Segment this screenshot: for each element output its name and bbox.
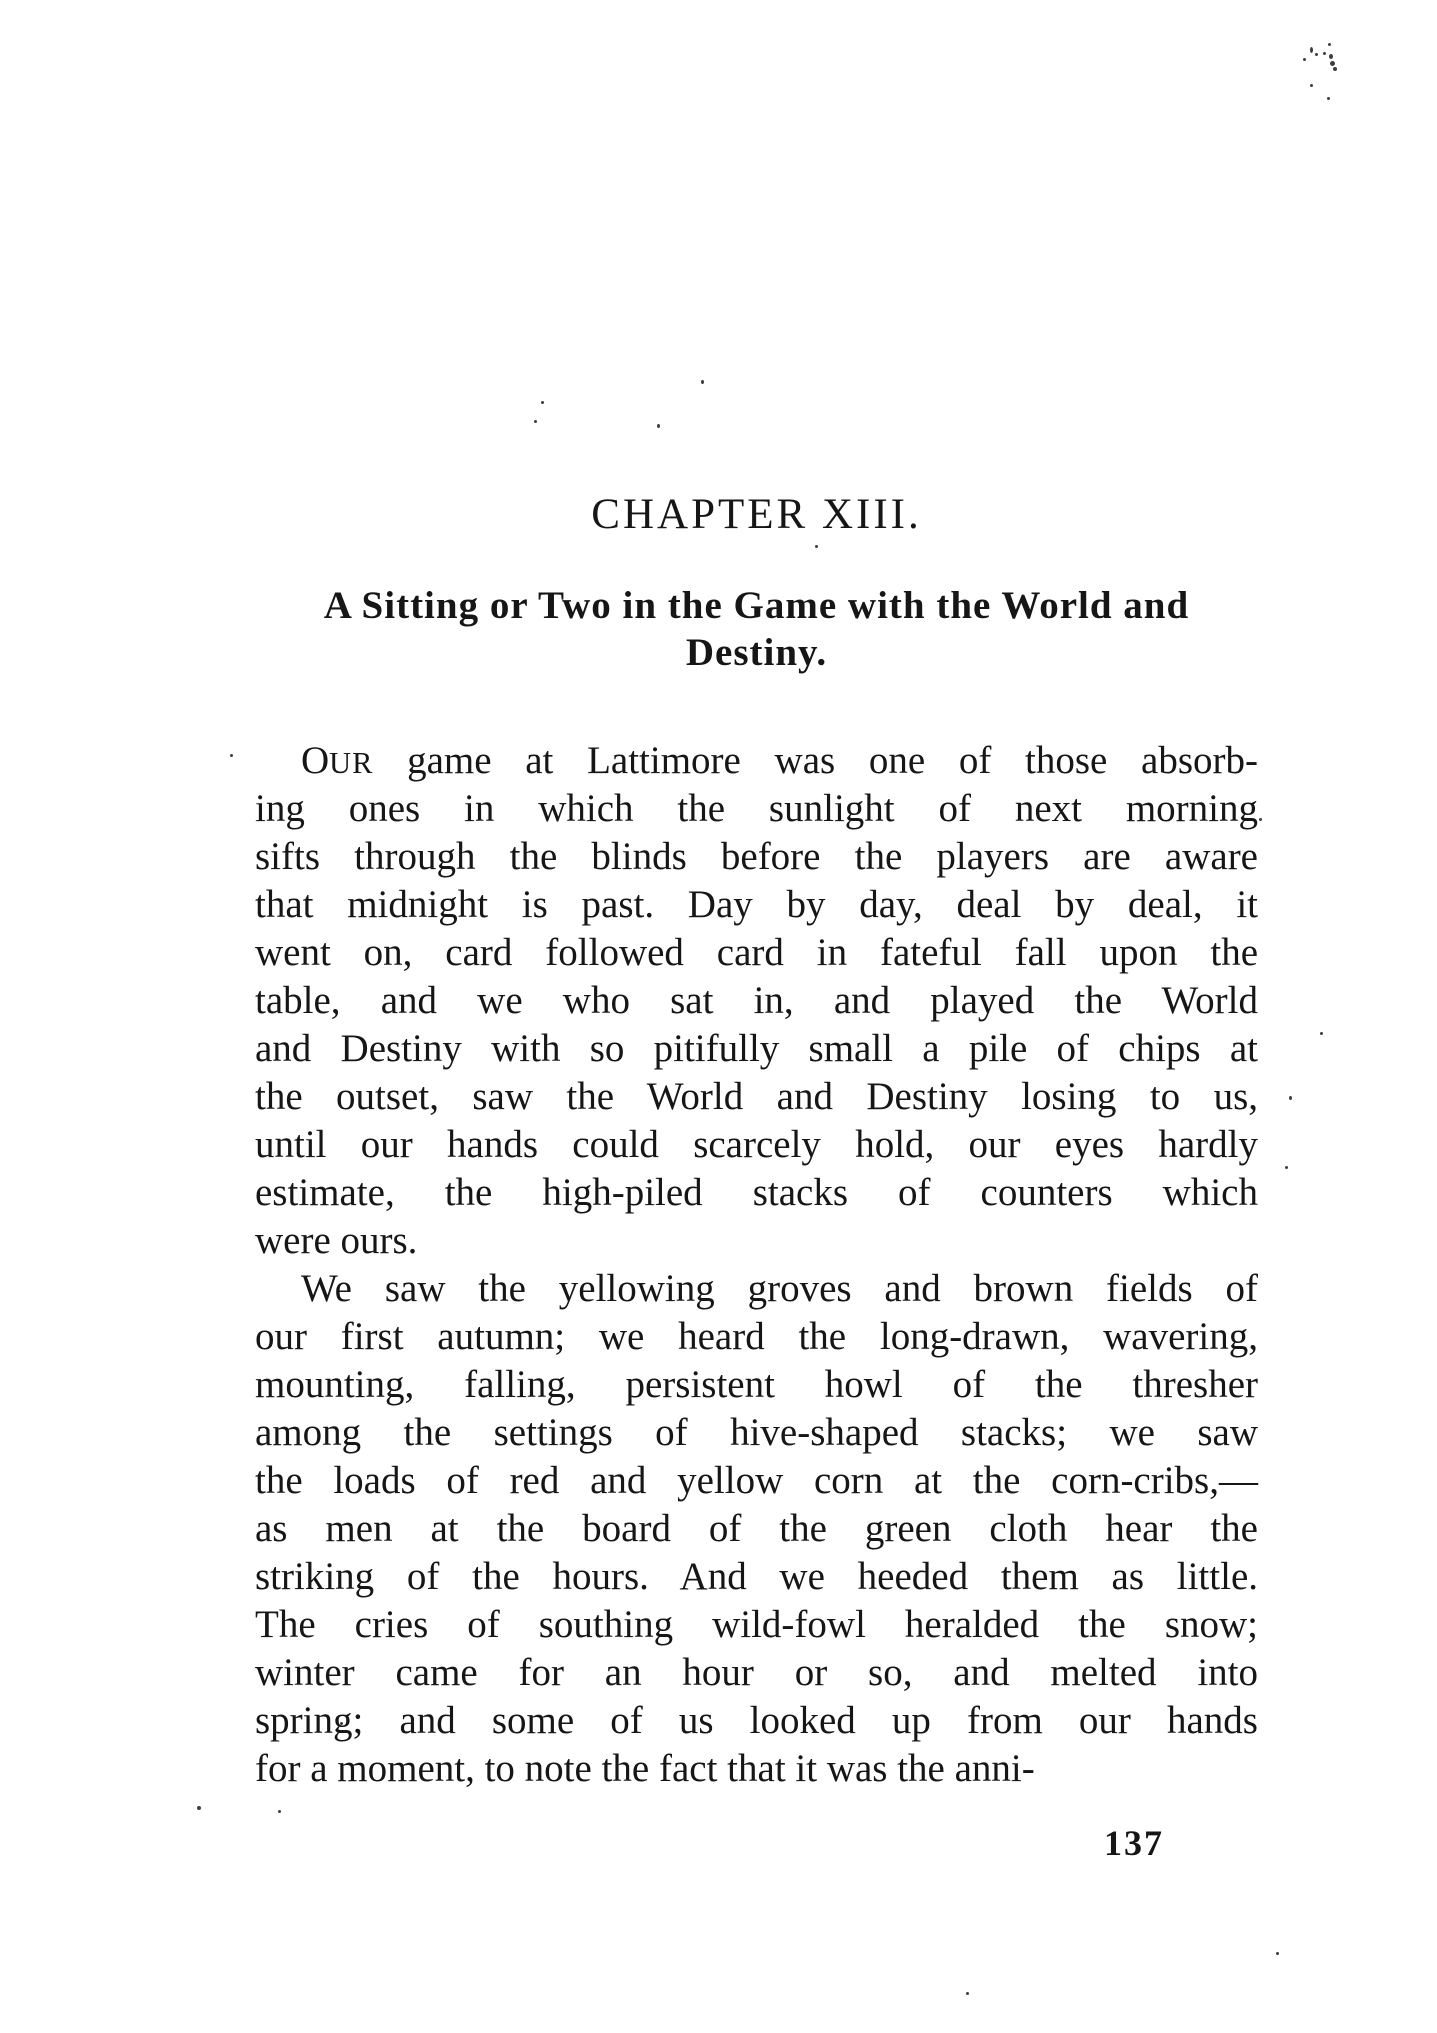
page-number: 137 (1104, 1823, 1164, 1863)
scan-speck (278, 1810, 281, 1813)
text-line: for a moment, to note the fact that it was the anni- (255, 1747, 1035, 1790)
scan-speck (1303, 58, 1306, 61)
scan-speck (1285, 1166, 1288, 1169)
text-line: estimate, the high-piled stacks of counters which (255, 1171, 1258, 1214)
scan-speck (230, 754, 233, 757)
text-line: mounting, falling, persistent howl of the thresher (255, 1363, 1258, 1406)
scan-speck (1289, 1096, 1292, 1100)
scan-speck (1310, 84, 1313, 87)
scan-speck (1323, 52, 1326, 55)
text-line: ing ones in which the sunlight of next morning (255, 787, 1258, 830)
text-line: table, and we who sat in, and played the World (255, 979, 1258, 1022)
text-line: our first autumn; we heard the long-drawn, wavering, (255, 1315, 1258, 1358)
text-line: went on, card followed card in fateful fall upon the (255, 931, 1258, 974)
scan-speck (701, 380, 704, 384)
scan-speck (1327, 97, 1330, 100)
chapter-subtitle (235, 582, 1278, 676)
scan-speck (1320, 1032, 1323, 1035)
line-text: game at Lattimore was one of those absorb- (373, 739, 1258, 782)
scan-speck (1259, 818, 1262, 821)
scan-speck (657, 424, 660, 428)
scan-speck (197, 1806, 201, 1810)
text-line: We saw the yellowing groves and brown fields of (301, 1267, 1258, 1310)
scan-speck (1328, 43, 1331, 46)
scan-speck (541, 401, 544, 404)
text-line: The cries of southing wild-fowl heralded the snow; (255, 1603, 1258, 1646)
scan-speck (534, 420, 537, 423)
text-line: winter came for an hour or so, and melted into (255, 1651, 1258, 1694)
scan-speck (1276, 1952, 1279, 1955)
text-line: were ours. (255, 1219, 418, 1262)
text-line: striking of the hours. And we heeded them as little. (255, 1555, 1258, 1598)
text-line: as men at the board of the green cloth hear the (255, 1507, 1258, 1550)
scan-speck (1330, 61, 1335, 66)
text-line: the loads of red and yellow corn at the corn-cribs,— (255, 1459, 1258, 1502)
chapter-subtitle-line-1: A Sitting or Two in the Game with the World and (323, 584, 1190, 627)
scan-speck (815, 545, 818, 548)
body-text (255, 737, 1258, 1793)
scan-speck (1333, 67, 1337, 71)
chapter-subtitle-line-2: Destiny. (685, 631, 828, 674)
small-caps: UR (329, 746, 374, 780)
text-line: until our hands could scarcely hold, our eyes hardly (255, 1123, 1258, 1166)
text-line: among the settings of hive-shaped stacks; we saw (255, 1411, 1258, 1454)
text-line (255, 737, 1258, 785)
drop-initial: O (301, 739, 330, 782)
scan-speck (1315, 53, 1318, 56)
scan-speck (1310, 47, 1313, 53)
text-line: the outset, saw the World and Destiny losing to us, (255, 1075, 1258, 1118)
scan-speck (966, 1992, 969, 1995)
text-line: spring; and some of us looked up from our hands (255, 1699, 1258, 1742)
text-line: that midnight is past. Day by day, deal by deal, it (255, 883, 1258, 926)
chapter-heading: CHAPTER XIII. (591, 491, 922, 538)
scan-speck (1329, 54, 1333, 59)
text-line: sifts through the blinds before the players are aware (255, 835, 1258, 878)
text-line: and Destiny with so pitifully small a pile of chips at (255, 1027, 1258, 1070)
